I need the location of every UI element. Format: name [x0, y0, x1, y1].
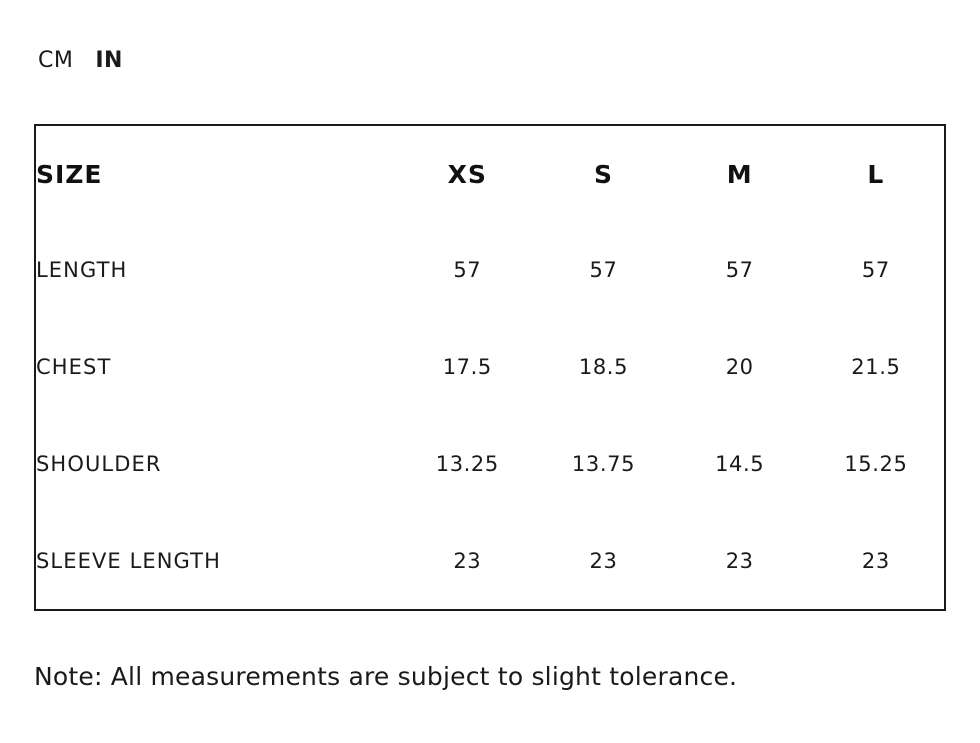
cell-sleeve-length-s: 23 [589, 548, 618, 573]
column-header-xs: XS [447, 159, 487, 189]
cell-length-s: 57 [589, 258, 618, 283]
tolerance-note: Note: All measurements are subject to slight tolerance. [34, 662, 738, 691]
table-row [36, 222, 944, 319]
size-table [36, 126, 944, 609]
table-row [36, 512, 944, 609]
column-header-size: SIZE [36, 159, 103, 189]
table-row [36, 416, 944, 513]
cell-sleeve-length-m: 23 [725, 548, 754, 573]
row-label-shoulder: SHOULDER [36, 451, 162, 476]
row-label-length: LENGTH [36, 258, 128, 283]
unit-option-in[interactable]: IN [95, 48, 123, 73]
row-label-sleeve-length: SLEEVE LENGTH [36, 548, 221, 573]
cell-length-xs: 57 [453, 258, 482, 283]
row-label-chest: CHEST [36, 355, 112, 380]
cell-chest-m: 20 [725, 355, 754, 380]
cell-chest-l: 21.5 [851, 355, 901, 380]
table-row [36, 319, 944, 416]
cell-shoulder-m: 14.5 [715, 451, 765, 476]
cell-shoulder-l: 15.25 [844, 451, 908, 476]
unit-option-cm[interactable]: CM [38, 48, 74, 73]
cell-length-l: 57 [861, 258, 890, 283]
cell-chest-s: 18.5 [578, 355, 629, 380]
column-header-l: L [867, 159, 885, 189]
table-header-row [36, 126, 944, 222]
size-table-frame [34, 124, 946, 611]
cell-shoulder-xs: 13.25 [435, 451, 499, 476]
cell-shoulder-s: 13.75 [571, 451, 636, 476]
unit-toggle[interactable] [38, 50, 123, 72]
column-header-s: S [593, 159, 613, 189]
cell-sleeve-length-l: 23 [861, 548, 890, 573]
cell-sleeve-length-xs: 23 [453, 548, 482, 573]
column-header-m: M [726, 159, 753, 189]
cell-length-m: 57 [725, 258, 754, 283]
cell-chest-xs: 17.5 [442, 355, 492, 380]
